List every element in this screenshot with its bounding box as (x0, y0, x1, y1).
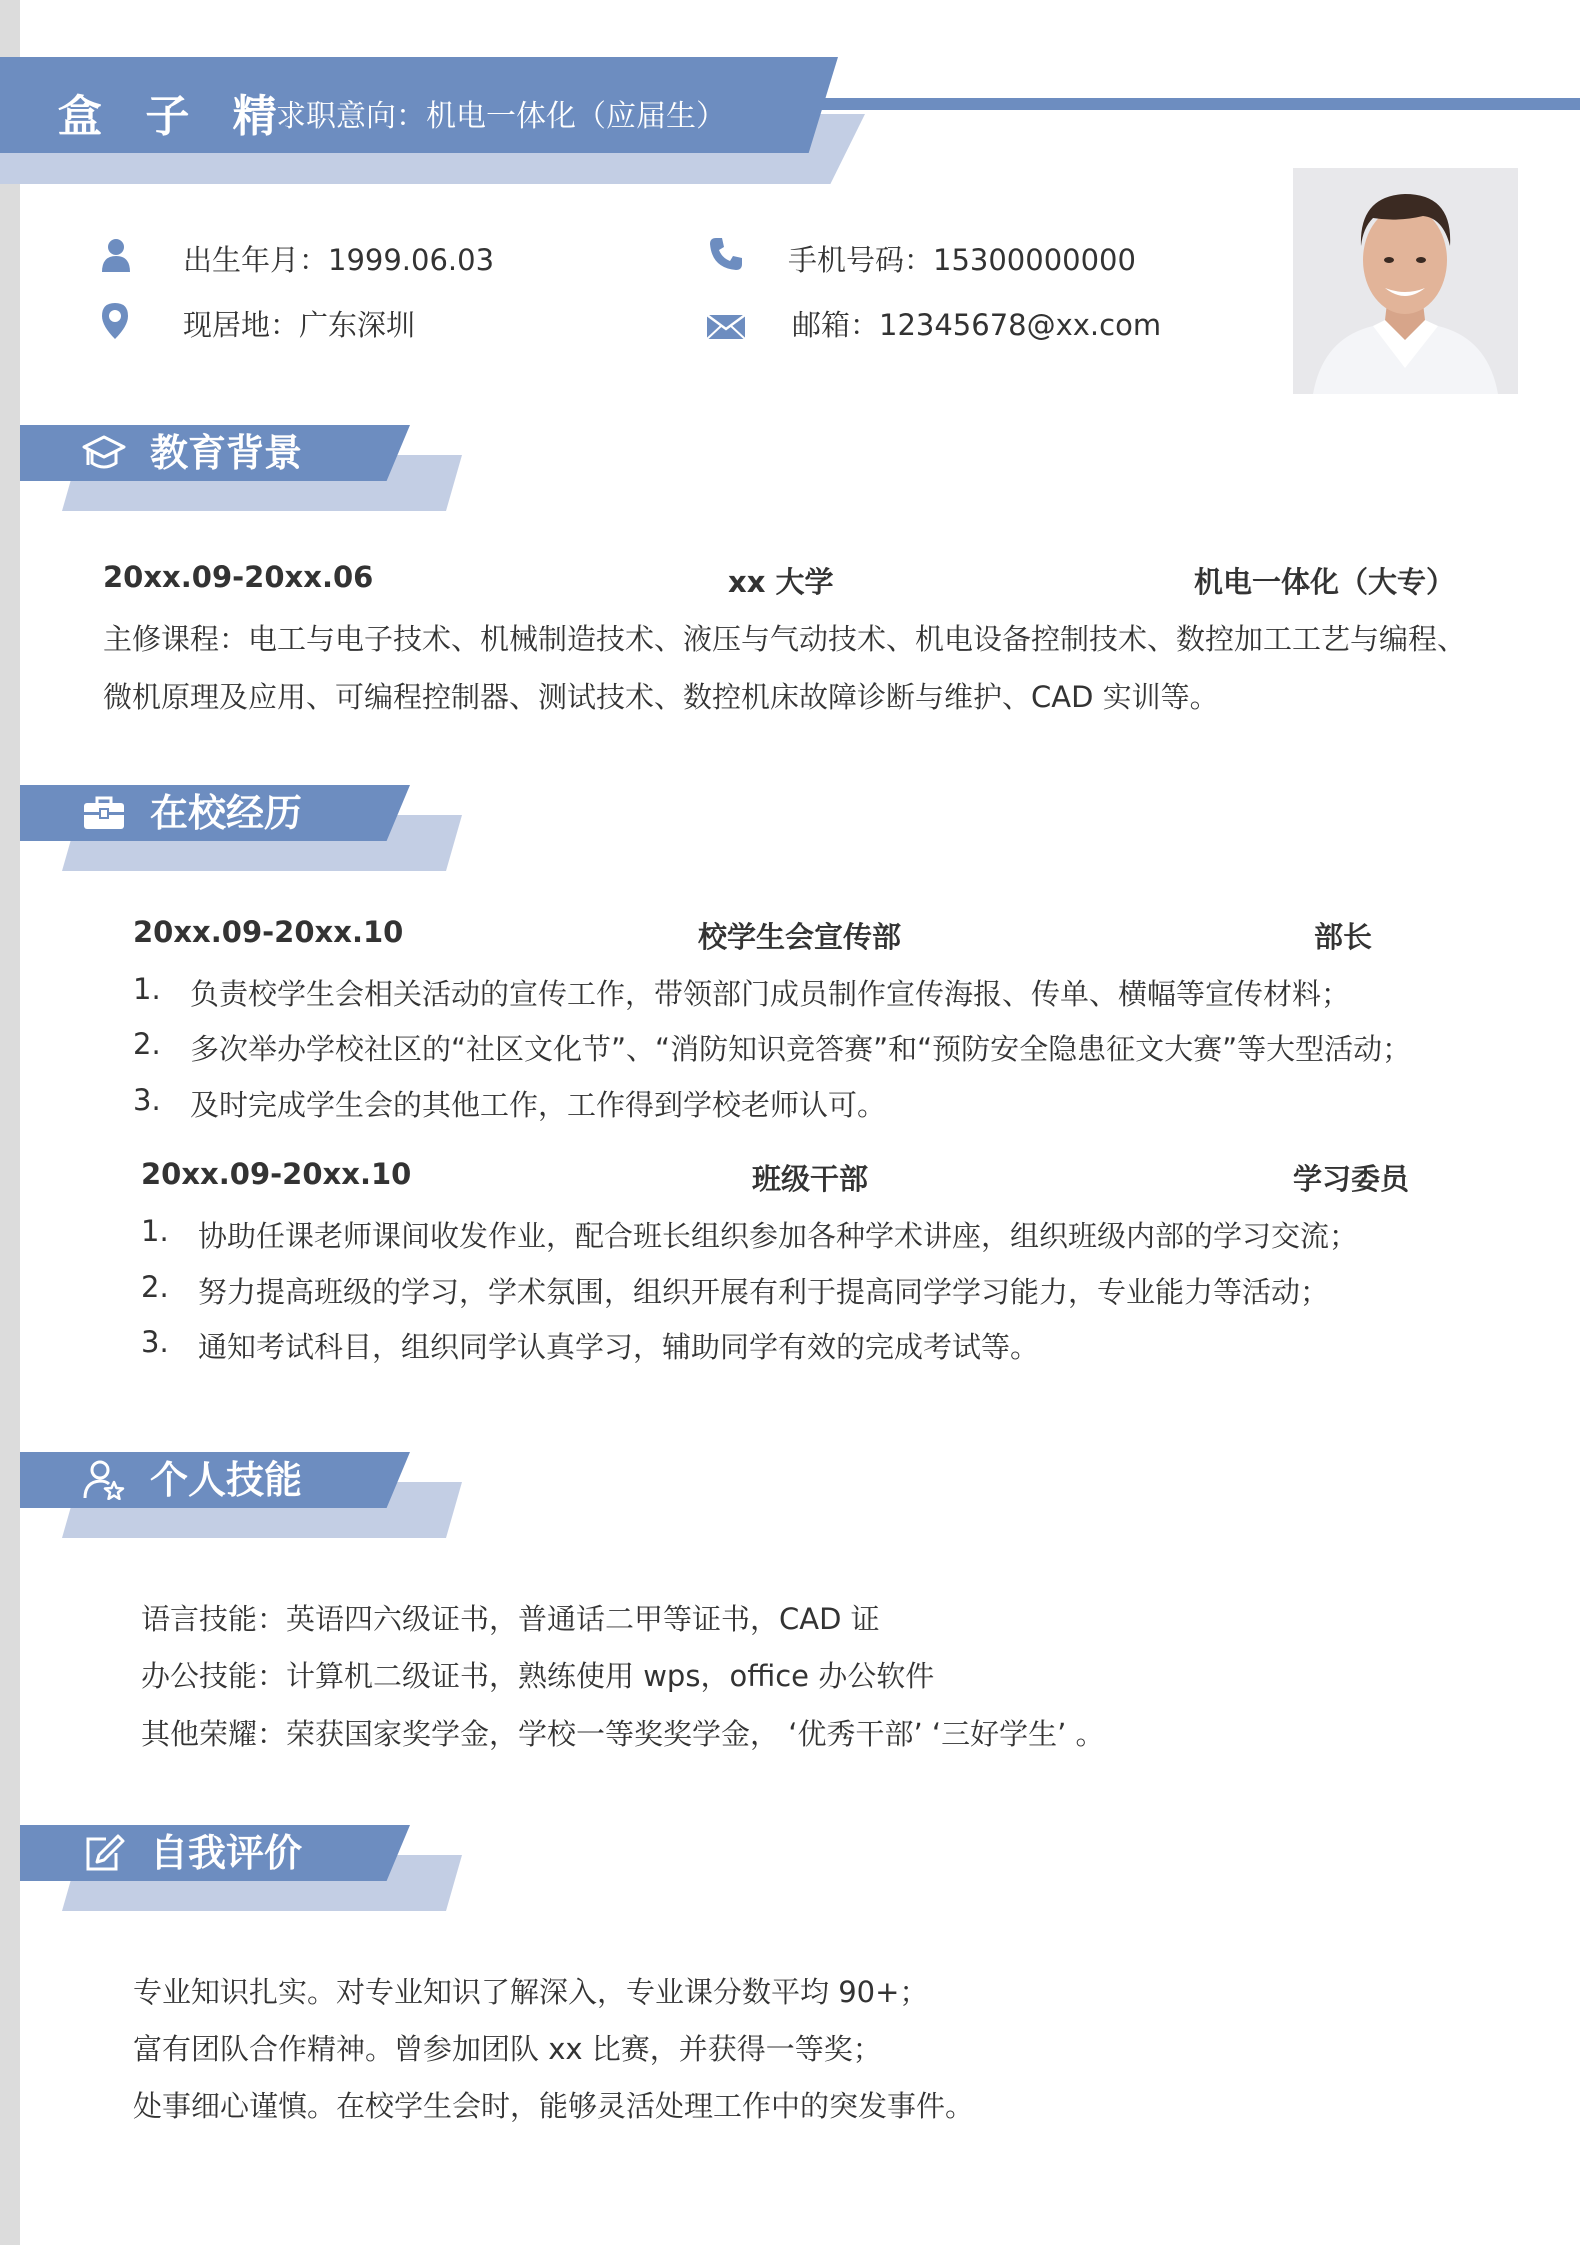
mail-icon (706, 314, 746, 340)
location-pin-icon (100, 302, 130, 340)
experience-2-item-2-number: 2. (141, 1270, 169, 1304)
experience-1-item-3-number: 3. (133, 1083, 161, 1117)
education-courses-line-1: 主修课程：电工与电子技术、机械制造技术、液压与气动技术、机电设备控制技术、数控加工工艺与编程、 (103, 622, 1467, 656)
section-title-skills: 个人技能 (150, 1458, 303, 1502)
user-star-icon (82, 1460, 126, 1500)
experience-1-item-2: 多次举办学校社区的“社区文化节”、“消防知识竞答赛”和“预防安全隐患征文大赛”等大型活动； (190, 1032, 1412, 1066)
section-title-self-evaluation: 自我评价 (150, 1831, 303, 1875)
self-eval-line-1: 专业知识扎实。对专业知识了解深入，专业课分数平均 90+； (133, 1975, 929, 2009)
person-icon (100, 238, 132, 272)
section-header-skills (0, 1452, 470, 1542)
self-eval-line-2: 富有团队合作精神。曾参加团队 xx 比赛，并获得一等奖； (133, 2032, 882, 2066)
briefcase-icon (82, 793, 126, 833)
experience-2-item-2: 努力提高班级的学习，学术氛围，组织开展有利于提高同学学习能力，专业能力等活动； (198, 1275, 1330, 1309)
email-address: 邮箱：12345678@xx.com (792, 308, 1162, 342)
current-location: 现居地：广东深圳 (183, 308, 416, 342)
experience-2-item-3-number: 3. (141, 1325, 169, 1359)
edit-pencil-icon (82, 1833, 126, 1873)
skills-office: 办公技能：计算机二级证书，熟练使用 wps，office 办公软件 (141, 1659, 935, 1693)
experience-1-period: 20xx.09-20xx.10 (133, 915, 404, 949)
skills-honors: 其他荣耀：荣获国家奖学金，学校一等奖奖学金， ‘优秀干部’ ‘三好学生’ 。 (141, 1717, 1105, 1751)
phone-icon (708, 236, 744, 272)
experience-1-org: 校学生会宣传部 (698, 920, 902, 954)
experience-1-item-2-number: 2. (133, 1027, 161, 1061)
section-title-experience: 在校经历 (150, 791, 303, 835)
self-eval-line-3: 处事细心谨慎。在校学生会时，能够灵活处理工作中的突发事件。 (133, 2089, 975, 2123)
profile-photo (1293, 168, 1518, 394)
candidate-name: 盒 子 精 (58, 91, 291, 142)
experience-2-role: 学习委员 (1293, 1162, 1410, 1196)
section-header-education (0, 425, 470, 515)
experience-2-org: 班级干部 (752, 1162, 869, 1196)
experience-2-period: 20xx.09-20xx.10 (141, 1157, 412, 1191)
experience-2-item-1: 协助任课老师课间收发作业，配合班长组织参加各种学术讲座，组织班级内部的学习交流； (198, 1219, 1359, 1253)
section-title-education: 教育背景 (150, 431, 303, 475)
experience-2-item-3: 通知考试科目，组织同学认真学习，辅助同学有效的完成考试等。 (198, 1330, 1040, 1364)
section-header-experience (0, 785, 470, 875)
experience-2-item-1-number: 1. (141, 1214, 169, 1248)
header-rule (820, 98, 1580, 110)
experience-1-item-3: 及时完成学生会的其他工作，工作得到学校老师认可。 (190, 1088, 887, 1122)
education-courses-line-2: 微机原理及应用、可编程控制器、测试技术、数控机床故障诊断与维护、CAD 实训等。 (103, 680, 1219, 714)
skills-language: 语言技能：英语四六级证书，普通话二甲等证书，CAD 证 (141, 1602, 880, 1636)
experience-1-item-1: 负责校学生会相关活动的宣传工作，带领部门成员制作宣传海报、传单、横幅等宣传材料； (190, 977, 1351, 1011)
education-school: xx 大学 (728, 565, 834, 599)
phone-number: 手机号码：15300000000 (788, 243, 1136, 277)
job-intention: 求职意向：机电一体化（应届生） (276, 99, 726, 134)
experience-1-role: 部长 (1314, 920, 1373, 954)
birth-date: 出生年月：1999.06.03 (183, 243, 495, 277)
education-period: 20xx.09-20xx.06 (103, 560, 374, 594)
graduation-cap-icon (82, 433, 126, 473)
experience-1-item-1-number: 1. (133, 972, 161, 1006)
education-major: 机电一体化（大专） (1194, 565, 1456, 599)
section-header-self-evaluation (0, 1825, 470, 1915)
